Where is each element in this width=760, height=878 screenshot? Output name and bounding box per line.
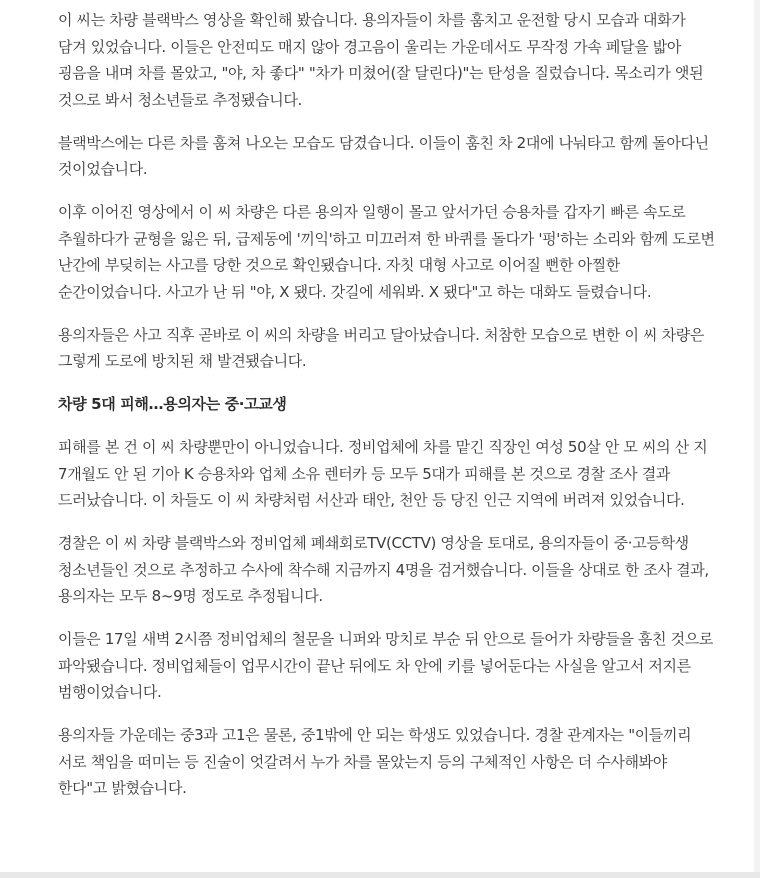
article-subheading: 차량 5대 피해…용의자는 중·고교생 (58, 395, 287, 413)
article-paragraph: 피해를 본 건 이 씨 차량뿐만이 아니었습니다. 정비업체에 차를 맡긴 직장인 여성 50살 안 모 씨의 산 지 7개월도 안 된 기아 K 승용차와 업체 소유 렌터카 등 모두 5대가 피해를 본 것으로 경찰 조사 결과 드러났습니다. 이 차들도 이 씨 차량처럼 서산과 태안, 천안 등 당진 인근 지역에 버려져 있었습니다. (58, 438, 708, 509)
bottom-divider (0, 872, 760, 878)
article-paragraph: 이들은 17일 새벽 2시쯤 정비업체의 철문을 니퍼와 망치로 부순 뒤 안으로 들어가 차량들을 훔친 것으로 파악됐습니다. 정비업체들이 업무시간이 끝난 뒤에도 차 안에 키를 넣어둔다는 사실을 알고서 저지른 범행이었습니다. (58, 630, 714, 701)
article-paragraph: 용의자들 가운데는 중3과 고1은 물론, 중1밖에 안 되는 학생도 있었습니다. 경찰 관계자는 "이들끼리 서로 책임을 떠미는 등 진술이 엇갈려서 누가 차를 몰았는지 등의 구체적인 사항은 더 수사해봐야 한다"고 밝혔습니다. (58, 726, 692, 797)
article-body (58, 0, 718, 878)
article-paragraph: 이 씨는 차량 블랙박스 영상을 확인해 봤습니다. 용의자들이 차를 훔치고 운전할 당시 모습과 대화가 담겨 있었습니다. 이들은 안전띠도 매지 않아 경고음이 울리는 가운데서도 무작정 가속 페달을 밟아 굉음을 내며 차를 몰았고, "야, 차 좋다" "차가 미쳤어(잘 달린다)"는 탄성을 질렀습니다. 목소리가 앳된 것으로 봐서 청소년들로 추정됐습니다. (58, 11, 704, 109)
scrollbar-track[interactable] (754, 0, 760, 878)
article-paragraph: 이후 이어진 영상에서 이 씨 차량은 다른 용의자 일행이 몰고 앞서가던 승용차를 갑자기 빠른 속도로 추월하다가 균형을 잃은 뒤, 급제동에 '끼익'하고 미끄러져 한 바퀴를 돌다가 '펑'하는 소리와 함께 도로변 난간에 부딪히는 사고를 당한 것으로 확인됐습니다. 자칫 대형 사고로 이어질 뻔한 아찔한 순간이었습니다. 사고가 난 뒤 "야, X 됐다. 갓길에 세워봐. X 됐다"고 하는 대화도 들렸습니다. (58, 203, 715, 301)
article-paragraph: 블랙박스에는 다른 차를 훔쳐 나오는 모습도 담겼습니다. 이들이 훔친 차 2대에 나눠타고 함께 돌아다닌 것이었습니다. (58, 133, 709, 178)
article-paragraph: 용의자들은 사고 직후 곧바로 이 씨의 차량을 버리고 달아났습니다. 처참한 모습으로 변한 이 씨 차량은 그렇게 도로에 방치된 채 발견됐습니다. (58, 325, 705, 370)
article-paragraph: 경찰은 이 씨 차량 블랙박스와 정비업체 폐쇄회로TV(CCTV) 영상을 토대로, 용의자들이 중·고등학생 청소년들인 것으로 추정하고 수사에 착수해 지금까지 4명을 검거했습니다. 이들을 상대로 한 조사 결과, 용의자는 모두 8~9명 정도로 추정됩니다. (58, 534, 709, 605)
